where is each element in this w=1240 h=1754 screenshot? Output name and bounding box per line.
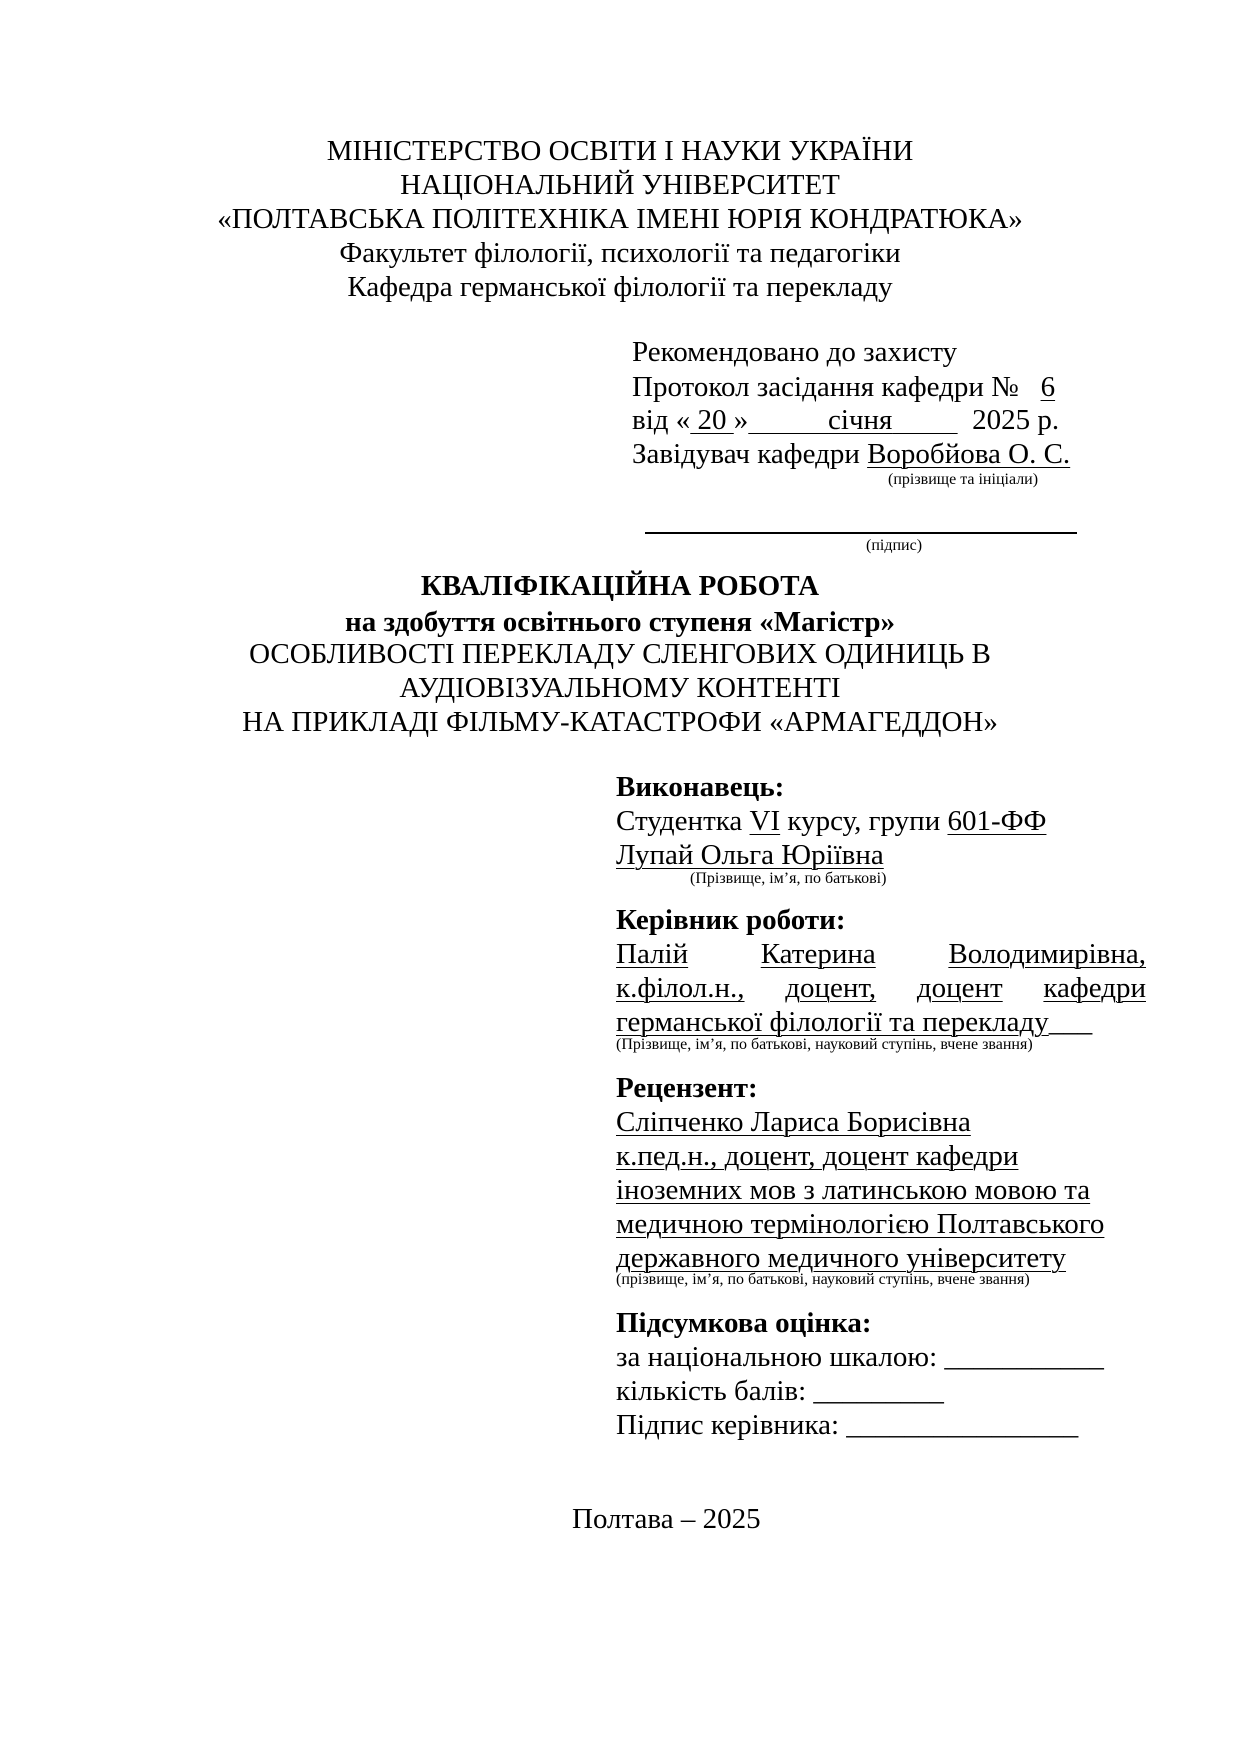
supervisor-word: доцент, bbox=[785, 972, 877, 1004]
student-name: Лупай Ольга Юріївна bbox=[616, 839, 884, 871]
supervisor-word: Палій bbox=[616, 938, 689, 970]
head-name: Воробйова О. С. bbox=[867, 438, 1071, 470]
signature-caption: (підпис) bbox=[866, 537, 923, 554]
student-group: 601-ФФ bbox=[947, 805, 1047, 837]
supervisor-line1 bbox=[616, 937, 1146, 971]
reviewer-line4: медичною термінологією Полтавського bbox=[616, 1208, 1105, 1240]
points-blank[interactable]: _________ bbox=[813, 1375, 944, 1407]
protocol-line bbox=[632, 370, 1055, 404]
supervisor-word: к.філол.н., bbox=[616, 972, 745, 1004]
supervisor-heading: Керівник роботи: bbox=[616, 904, 846, 936]
date-year: 2025 р. bbox=[972, 404, 1060, 436]
signature-line bbox=[645, 532, 1077, 534]
student-line bbox=[616, 804, 1046, 838]
student-prefix: Студентка bbox=[616, 805, 743, 837]
supervisor-line3-tail: ___ bbox=[1048, 1006, 1093, 1038]
student-caption: (Прізвище, ім’я, по батькові) bbox=[690, 870, 887, 887]
work-type: КВАЛІФІКАЦІЙНА РОБОТА bbox=[420, 570, 820, 602]
head-prefix: Завідувач кафедри bbox=[632, 438, 860, 470]
supervisor-line3 bbox=[616, 1005, 1092, 1039]
supervisor-word: доцент bbox=[916, 972, 1003, 1004]
head-line bbox=[632, 437, 1070, 471]
date-day: 20 bbox=[697, 404, 727, 436]
supervisor-signature-blank[interactable]: ________________ bbox=[846, 1409, 1079, 1441]
degree-line: на здобуття освітнього ступеня «Магістр» bbox=[345, 606, 895, 638]
national-scale-label: за національною шкалою: bbox=[616, 1341, 938, 1373]
topic-line1: ОСОБЛИВОСТІ ПЕРЕКЛАДУ СЛЕНГОВИХ ОДИНИЦЬ В bbox=[249, 638, 991, 670]
topic-line2: АУДІОВІЗУАЛЬНОМУ КОНТЕНТІ bbox=[399, 672, 841, 704]
date-prefix: від « bbox=[632, 404, 691, 436]
reviewer-caption: (прізвище, ім’я, по батькові, науковий ступінь, вчене звання) bbox=[616, 1271, 1030, 1288]
grade-heading: Підсумкова оцінка: bbox=[616, 1307, 872, 1339]
national-scale-blank[interactable]: ___________ bbox=[944, 1341, 1104, 1373]
city-year: Полтава – 2025 bbox=[572, 1503, 761, 1535]
points-line bbox=[616, 1374, 944, 1408]
points-label: кількість балів: bbox=[616, 1375, 807, 1407]
reviewer-line5: державного медичного університету bbox=[616, 1242, 1067, 1274]
university-name-line2: «ПОЛТАВСЬКА ПОЛІТЕХНІКА ІМЕНІ ЮРІЯ КОНДРАТЮКА» bbox=[217, 203, 1023, 235]
reviewer-heading: Рецензент: bbox=[616, 1072, 758, 1104]
reviewer-line1: Сліпченко Лариса Борисівна bbox=[616, 1106, 971, 1138]
reviewer-line2: к.пед.н., доцент, доцент кафедри bbox=[616, 1140, 1019, 1172]
recommended-text: Рекомендовано до захисту bbox=[632, 336, 958, 368]
supervisor-word: Катерина bbox=[760, 938, 876, 970]
student-course: VI bbox=[749, 805, 781, 837]
university-name-line1: НАЦІОНАЛЬНИЙ УНІВЕРСИТЕТ bbox=[400, 169, 840, 201]
protocol-prefix: Протокол засідання кафедри № bbox=[632, 371, 1019, 403]
supervisor-signature-line bbox=[616, 1408, 1078, 1442]
supervisor-department: германської філології та перекладу bbox=[616, 1006, 1049, 1038]
topic-line3: НА ПРИКЛАДІ ФІЛЬМУ-КАТАСТРОФИ «АРМАГЕДДОН» bbox=[242, 706, 998, 738]
supervisor-caption: (Прізвище, ім’я, по батькові, науковий ступінь, вчене звання) bbox=[616, 1036, 1033, 1053]
date-line bbox=[632, 403, 1059, 437]
supervisor-line2 bbox=[616, 971, 1146, 1005]
national-scale-line bbox=[616, 1340, 1104, 1374]
faculty-name: Факультет філології, психології та педагогіки bbox=[339, 237, 901, 269]
date-mid: » bbox=[733, 404, 749, 436]
student-course-mid: курсу, групи bbox=[787, 805, 941, 837]
date-month: січня bbox=[828, 404, 893, 436]
department-name: Кафедра германської філології та перекладу bbox=[347, 271, 893, 303]
head-caption: (прізвище та ініціали) bbox=[888, 471, 1039, 488]
supervisor-word: Володимирівна, bbox=[948, 938, 1146, 970]
supervisor-signature-label: Підпис керівника: bbox=[616, 1409, 840, 1441]
ministry-name: МІНІСТЕРСТВО ОСВІТИ І НАУКИ УКРАЇНИ bbox=[326, 135, 914, 167]
performer-heading: Виконавець: bbox=[616, 771, 785, 803]
reviewer-line3: іноземних мов з латинською мовою та bbox=[616, 1174, 1091, 1206]
supervisor-word: кафедри bbox=[1043, 972, 1146, 1004]
protocol-number: 6 bbox=[1040, 371, 1056, 403]
